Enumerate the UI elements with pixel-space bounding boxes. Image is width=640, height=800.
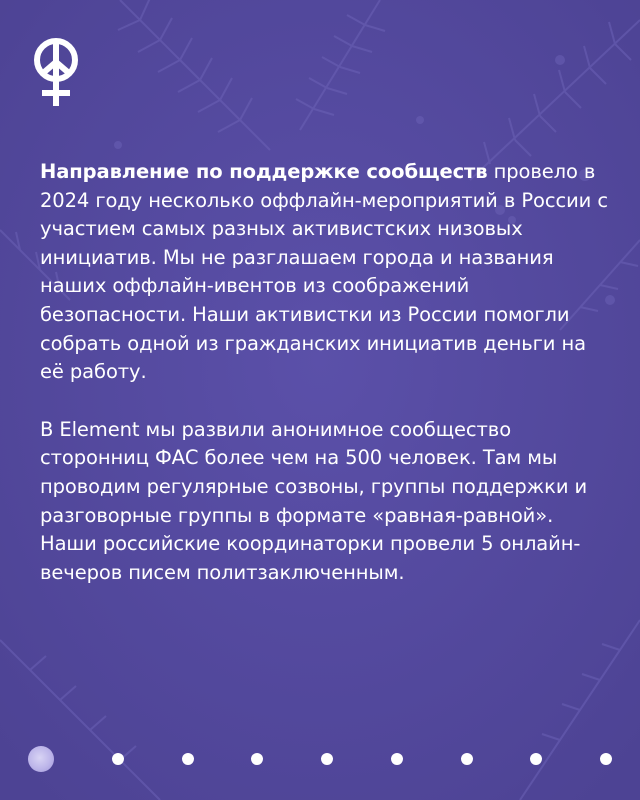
paragraph-lead: Направление по поддержке сообществ: [40, 160, 488, 183]
pagination-dot[interactable]: [530, 753, 542, 765]
pagination-dot[interactable]: [182, 753, 194, 765]
pagination-dot[interactable]: [461, 753, 473, 765]
main-text: [40, 158, 610, 587]
paragraph-offline-events: [40, 158, 610, 387]
pagination-dot[interactable]: [391, 753, 403, 765]
pagination-dots: [28, 745, 612, 773]
pagination-dot[interactable]: [251, 753, 263, 765]
peace-venus-icon: [30, 36, 82, 112]
paragraph-body: В Element мы развили анонимное сообщество сторонниц ФАС более чем на 500 человек. Там мы проводим регулярные созвоны, группы поддержки и разговорные группы в формате «равная-равной». Наши российские координаторки провели 5 онлайн-вечеров писем политзаключенным.: [40, 417, 588, 584]
pagination-dot[interactable]: [321, 753, 333, 765]
paragraph-body: провело в 2024 году несколько оффлайн-мероприятий в России с участием самых разных активистских низовых инициатив. Мы не разглашаем города и названия наших оффлайн-ивентов из соображений безопасности. Наши активистки из России помогли собрать одной из гражданских инициатив деньги на её работу.: [40, 160, 608, 384]
pagination-dot[interactable]: [600, 753, 612, 765]
pagination-dot[interactable]: [112, 753, 124, 765]
paragraph-online-community: [40, 416, 610, 588]
pagination-dot[interactable]: [28, 746, 54, 772]
